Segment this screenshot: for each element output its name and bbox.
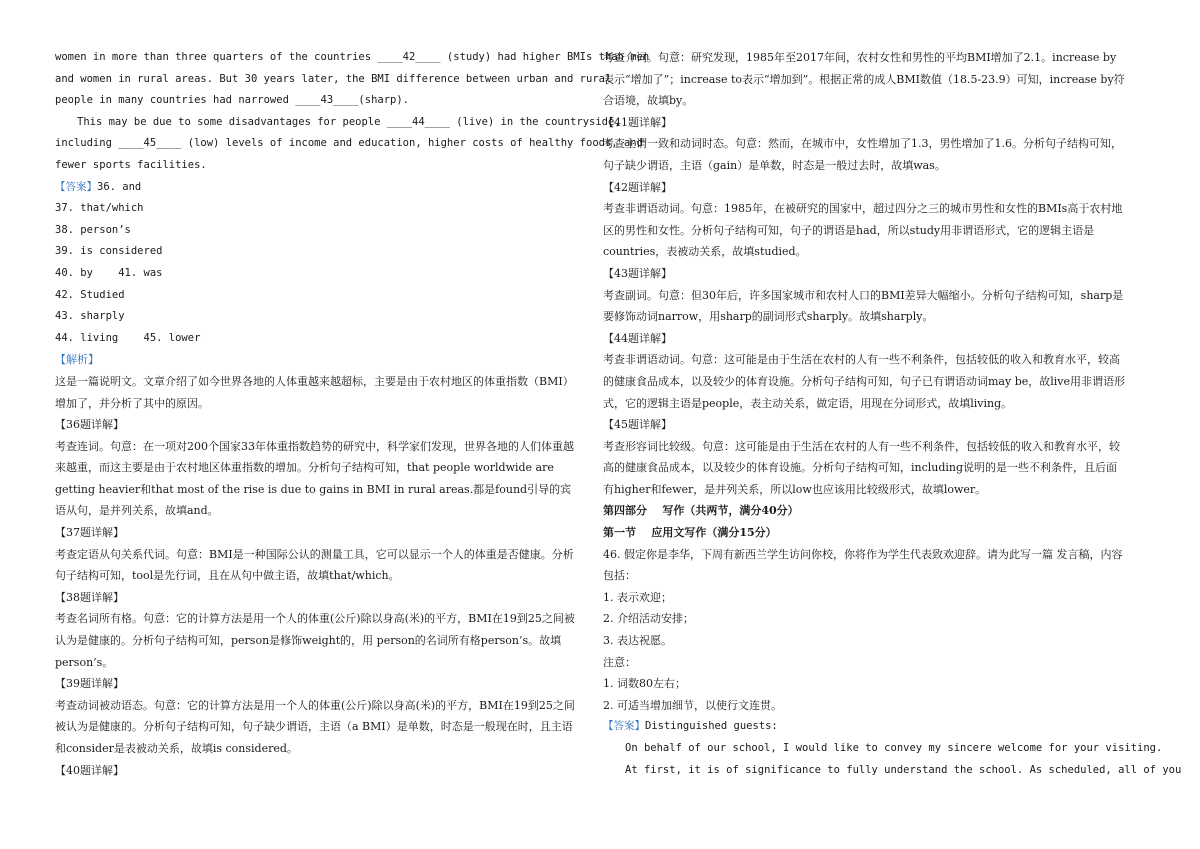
q36-explanation: 考查连词。句意：在一项对200个国家33年体重指数趋势的研究中，科学家们发现，世界各地的人们体重越来越重，而这主要是由于农村地区体重指数的增加。分析句子结构可知，that people worldwide are getting heavier和that most of the rise is due to gains in BMI in rural areas.都是found引导的宾语从句，是并列关系，故填and。 [55,439,574,518]
passage-line: including ____45____ (low) levels of income and education, higher costs of healthy foods, and [55,137,643,150]
passage-line: and women in rural areas. But 30 years later, the BMI difference between urban and rural [55,72,612,85]
passage-line: This may be due to some disadvantages for people ____44____ (live) in the countryside, [77,115,621,128]
q41-heading: 【41题详解】 [603,115,672,129]
q40-heading: 【40题详解】 [55,763,124,777]
note-item: 2. 可适当增加细节，以使行文连贯。 [603,698,782,712]
passage-line: people in many countries had narrowed ____43____(sharp). [55,94,410,107]
requirement-item: 3. 表达祝愿。 [603,634,672,648]
right-column [603,47,1182,781]
answer-37: 37. that/which [55,202,144,215]
q44-heading: 【44题详解】 [603,331,672,345]
q45-explanation: 考查形容词比较级。句意：这可能是由于生活在农村的人有一些不利条件，包括较低的收入和教育水平，较高的健康食品成本，以及较少的体育设施。分析句子结构可知，including说明的是一些不利条件，且后面有higher和fewer，是并列关系，所以low也应该用比较级形式，故填lower。 [603,439,1120,496]
q41-explanation: 考查主谓一致和动词时态。句意：然而，在城市中，女性增加了1.3，男性增加了1.6。分析句子结构可知，句子缺少谓语，主语（gain）是单数，时态是一般过去时，故填was。 [603,137,1122,172]
answer-tag: 【答案】 [55,180,97,193]
requirement-item: 2. 介绍活动安排； [603,612,694,626]
requirement-item: 1. 表示欢迎； [603,590,672,604]
q37-explanation: 考查定语从句关系代词。句意：BMI是一种国际公认的测量工具，它可以显示一个人的体重是否健康。分析句子结构可知，tool是先行词，且在从句中做主语，故填that/which。 [55,547,574,583]
answer-44-45: 44. living 45. lower [55,331,201,344]
passage-line: women in more than three quarters of the countries ____42____ (study) had higher BMIs than men [55,51,650,63]
q40-explanation: 考查介词。句意：研究发现，1985年至2017年间，农村女性和男性的平均BMI增加了2.1。increase by表示“增加了”；increase to表示“增加到”。根据正常的成人BMI数值（18.5-23.9）可知，increase by符合语境，故填by。 [603,51,1125,108]
q42-explanation: 考查非谓语动词。句意：1985年，在被研究的国家中，超过四分之三的城市男性和女性的BMIs高于农村地区的男性和女性。分析句子结构可知，句子的谓语是had，所以study用非谓语形式，它的逻辑主语是countries，表被动关系，故填studied。 [603,202,1123,259]
q43-heading: 【43题详解】 [603,266,672,280]
q44-explanation: 考查非谓语动词。句意：这可能是由于生活在农村的人有一些不利条件，包括较低的收入和教育水平，较高的健康食品成本，以及较少的体育设施。分析句子结构可知，句子已有谓语动词may be，故live用非谓语形式，它的逻辑主语是people，表主动关系，做定语，用现在分词形式，故填living。 [603,353,1126,410]
answer-42: 42. Studied [55,288,125,301]
q37-heading: 【37题详解】 [55,526,124,540]
note-item: 1. 词数80左右； [603,677,686,691]
answer-40-41: 40. by 41. was [55,266,163,279]
q39-explanation: 考查动词被动语态。句意：它的计算方法是用一个人的体重(公斤)除以身高(米)的平方，BMI在19到25之间被认为是健康的。分析句子结构可知，句子缺少谓语，主语（a BMI）是单数，时态是一般现在时，且主语和consider是表被动关系，故填is considered。 [55,698,575,755]
essay-opening [603,716,1125,738]
q38-heading: 【38题详解】 [55,590,124,604]
note-label: 注意： [603,655,636,669]
q45-heading: 【45题详解】 [603,418,672,432]
answer-39: 39. is considered [55,245,163,258]
passage-line: fewer sports facilities. [55,158,207,171]
answer-36: 36. and [97,180,142,193]
answer-tag: 【答案】 [603,720,645,733]
q43-explanation: 考查副词。句意：但30年后，许多国家城市和农村人口的BMI差异大幅缩小。分析句子结构可知，sharp是要修饰动词narrow，用sharp的副词形式sharply。故填sharply。 [603,288,1124,324]
essay-line: At first, it is of significance to fully understand the school. As scheduled, all of you [625,763,1182,776]
q42-heading: 【42题详解】 [603,180,672,194]
analysis-text: 这是一篇说明文。文章介绍了如今世界各地的人体重越来越超标，主要是由于农村地区的体重指数（BMI）增加了，并分析了其中的原因。 [55,374,574,410]
q46-prompt: 46. 假定你是李华，下周有新西兰学生访问你校，你将作为学生代表致欢迎辞。请为此写一篇 发言稿，内容包括： [603,547,1123,583]
essay-salutation: Distinguished guests: [645,720,778,733]
answer-block [55,177,580,199]
q38-explanation: 考查名词所有格。句意：它的计算方法是用一个人的体重(公斤)除以身高(米)的平方，BMI在19到25之间被认为是健康的。分析句子结构可知，person是修饰weight的，用 person的名词所有格person’s。故填person’s。 [55,612,575,669]
section1-heading: 第一节 应用文写作（满分15分） [603,526,777,540]
answer-43: 43. sharply [55,310,125,323]
q39-heading: 【39题详解】 [55,677,124,691]
q36-heading: 【36题详解】 [55,418,124,432]
analysis-tag: 【解析】 [55,353,99,367]
essay-line: On behalf of our school, I would like to convey my sincere welcome for your visiting. [625,742,1163,754]
part4-heading: 第四部分 写作（共两节，满分40分） [603,504,799,518]
answer-38: 38. person’s [55,223,131,236]
